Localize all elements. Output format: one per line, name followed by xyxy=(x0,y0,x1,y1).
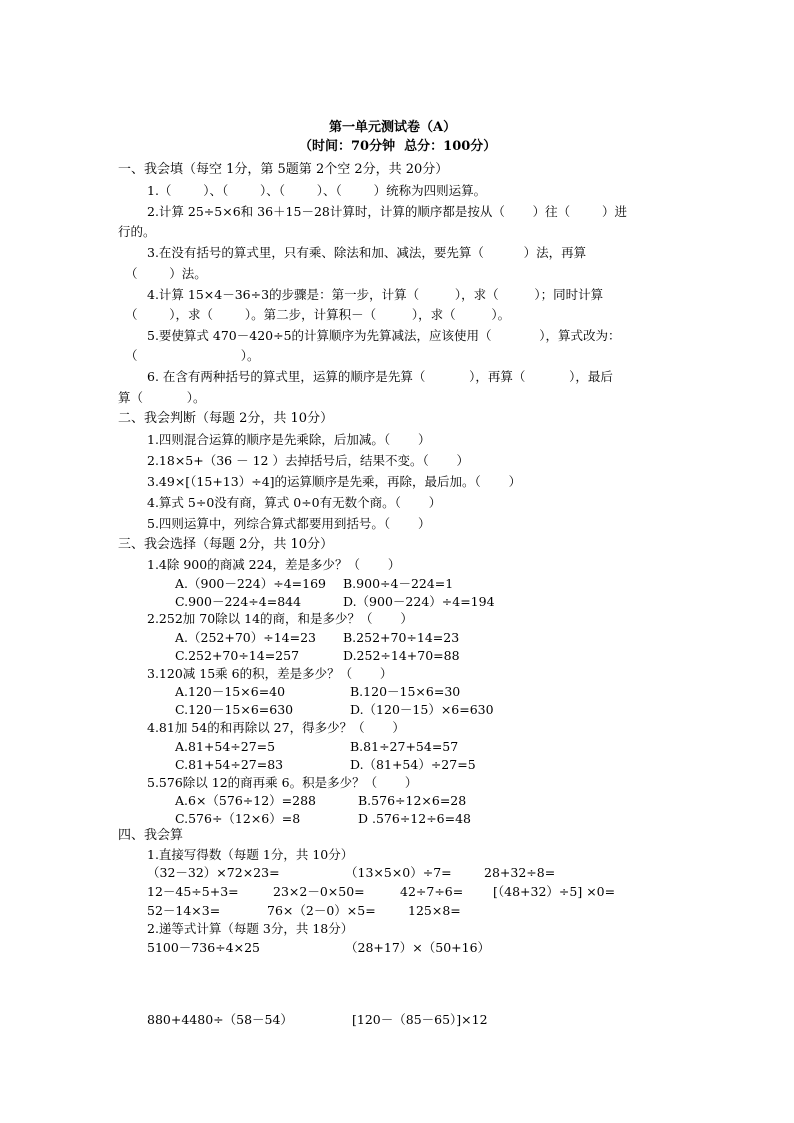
stepwise-calc-item: 880+4480÷（58－54） xyxy=(147,1012,293,1027)
judge-q2: 2.18×5+（36 － 12 ）去掉括号后，结果不变。（ ） xyxy=(147,453,470,468)
choice-q4-c: C.81+54÷27=83 xyxy=(175,757,284,772)
fill-q5: 5.要使算式 470－420÷5的计算顺序为先算减法，应该使用（ ），算式改为： xyxy=(147,328,621,343)
fill-q5-cont: （ ）。 xyxy=(125,348,260,363)
choice-q2-c: C.252+70÷14=257 xyxy=(175,648,300,663)
choice-q4-a: A.81+54÷27=5 xyxy=(175,739,276,754)
oral-calc-item: （32－32）×72×23= xyxy=(147,865,280,880)
choice-q3-b: B.120－15×6=30 xyxy=(350,684,461,699)
fill-q1: 1.（ ）、（ ）、（ ）、（ ）统称为四则运算。 xyxy=(147,183,487,198)
oral-calc-item: 23×2－0×50= xyxy=(273,884,365,899)
choice-q1-b: B.900÷4－224=1 xyxy=(343,576,454,591)
section3-heading: 三、我会选择（每题 2分，共 10分） xyxy=(118,537,334,552)
stepwise-calc-item: [120－（85－65）]×12 xyxy=(352,1012,488,1027)
choice-q4-stem: 4.81加 54的和再除以 27，得多少？（ ） xyxy=(147,720,405,735)
oral-calc-heading: 1.直接写得数（每题 1分，共 10分） xyxy=(147,847,354,862)
choice-q5-b: B.576÷12×6=28 xyxy=(358,793,467,808)
fill-q4: 4.计算 15×4－36÷3的步骤是：第一步，计算（ ），求（ ）；同时计算 xyxy=(147,287,604,302)
stepwise-calc-item: 5100－736÷4×25 xyxy=(147,940,260,955)
choice-q2-d: D.252÷14+70=88 xyxy=(343,648,460,663)
section1-heading: 一、我会填（每空 1分，第 5题第 2个空 2分，共 20分） xyxy=(118,162,449,177)
choice-q3-stem: 3.120减 15乘 6的积，差是多少？（ ） xyxy=(147,666,393,681)
choice-q3-d: D.（120－15）×6=630 xyxy=(350,702,494,717)
choice-q4-d: D.（81+54）÷27=5 xyxy=(350,757,476,772)
stepwise-calc-item: （28+17）×（50+16） xyxy=(345,940,491,955)
fill-q6-cont: 算（ ）。 xyxy=(118,390,206,405)
oral-calc-item: 76×（2－0）×5= xyxy=(267,903,376,918)
choice-q2-a: A.（252+70）÷14=23 xyxy=(175,630,316,645)
fill-q3: 3.在没有括号的算式里，只有乘、除法和加、减法，要先算（ ）法，再算 xyxy=(147,245,587,260)
judge-q4: 4.算式 5÷0没有商，算式 0÷0有无数个商。（ ） xyxy=(147,495,442,510)
fill-q6: 6. 在含有两种括号的算式里，运算的顺序是先算（ ），再算（ ），最后 xyxy=(147,369,613,384)
choice-q4-b: B.81÷27+54=57 xyxy=(350,739,459,754)
page-title: 第一单元测试卷（A） xyxy=(329,120,457,135)
oral-calc-item: 42÷7÷6= xyxy=(400,884,464,899)
choice-q1-c: C.900－224÷4=844 xyxy=(175,594,302,609)
section4-heading: 四、我会算 xyxy=(118,828,184,843)
oral-calc-item: （13×5×0）÷7= xyxy=(345,865,452,880)
fill-q2-cont: 行的。 xyxy=(118,224,156,239)
judge-q5: 5.四则运算中，列综合算式都要用到括号。（ ） xyxy=(147,516,431,531)
choice-q2-stem: 2.252加 70除以 14的商，和是多少？（ ） xyxy=(147,611,413,626)
oral-calc-item: 12－45÷5+3= xyxy=(147,884,239,899)
choice-q5-d: D .576÷12÷6=48 xyxy=(358,811,472,826)
judge-q1: 1.四则混合运算的顺序是先乘除，后加减。（ ） xyxy=(147,432,431,447)
oral-calc-item: 125×8= xyxy=(408,903,461,918)
choice-q1-stem: 1.4除 900的商减 224，差是多少？（ ） xyxy=(147,557,401,572)
oral-calc-item: 28+32÷8= xyxy=(484,865,556,880)
choice-q3-a: A.120－15×6=40 xyxy=(175,684,286,699)
choice-q2-b: B.252+70÷14=23 xyxy=(343,630,460,645)
oral-calc-item: 52－14×3= xyxy=(147,903,221,918)
choice-q3-c: C.120－15×6=630 xyxy=(175,702,294,717)
choice-q5-c: C.576÷（12×6）=8 xyxy=(175,811,301,826)
section2-heading: 二、我会判断（每题 2分，共 10分） xyxy=(118,411,334,426)
choice-q1-d: D.（900－224）÷4=194 xyxy=(343,594,495,609)
choice-q5-stem: 5.576除以 12的商再乘 6。积是多少？（ ） xyxy=(147,775,418,790)
page-subtitle: （时间：70分钟 总分：100分） xyxy=(299,139,497,154)
judge-q3: 3.49×[（15+13）÷4]的运算顺序是先乘，再除，最后加。（ ） xyxy=(147,474,522,489)
fill-q2: 2.计算 25÷5×6和 36＋15－28计算时，计算的顺序都是按从（ ）往（ ）进 xyxy=(147,204,627,219)
stepwise-calc-heading: 2.递等式计算（每题 3分，共 18分） xyxy=(147,921,354,936)
fill-q3-cont: （ ）法。 xyxy=(125,266,207,281)
choice-q5-a: A.6×（576÷12）=288 xyxy=(175,793,316,808)
choice-q1-a: A.（900－224）÷4=169 xyxy=(175,576,326,591)
fill-q4-cont: （ ），求（ ）。第二步，计算积－（ ），求（ ）。 xyxy=(125,307,511,322)
oral-calc-item: [（48+32）÷5] ×0= xyxy=(493,884,616,899)
